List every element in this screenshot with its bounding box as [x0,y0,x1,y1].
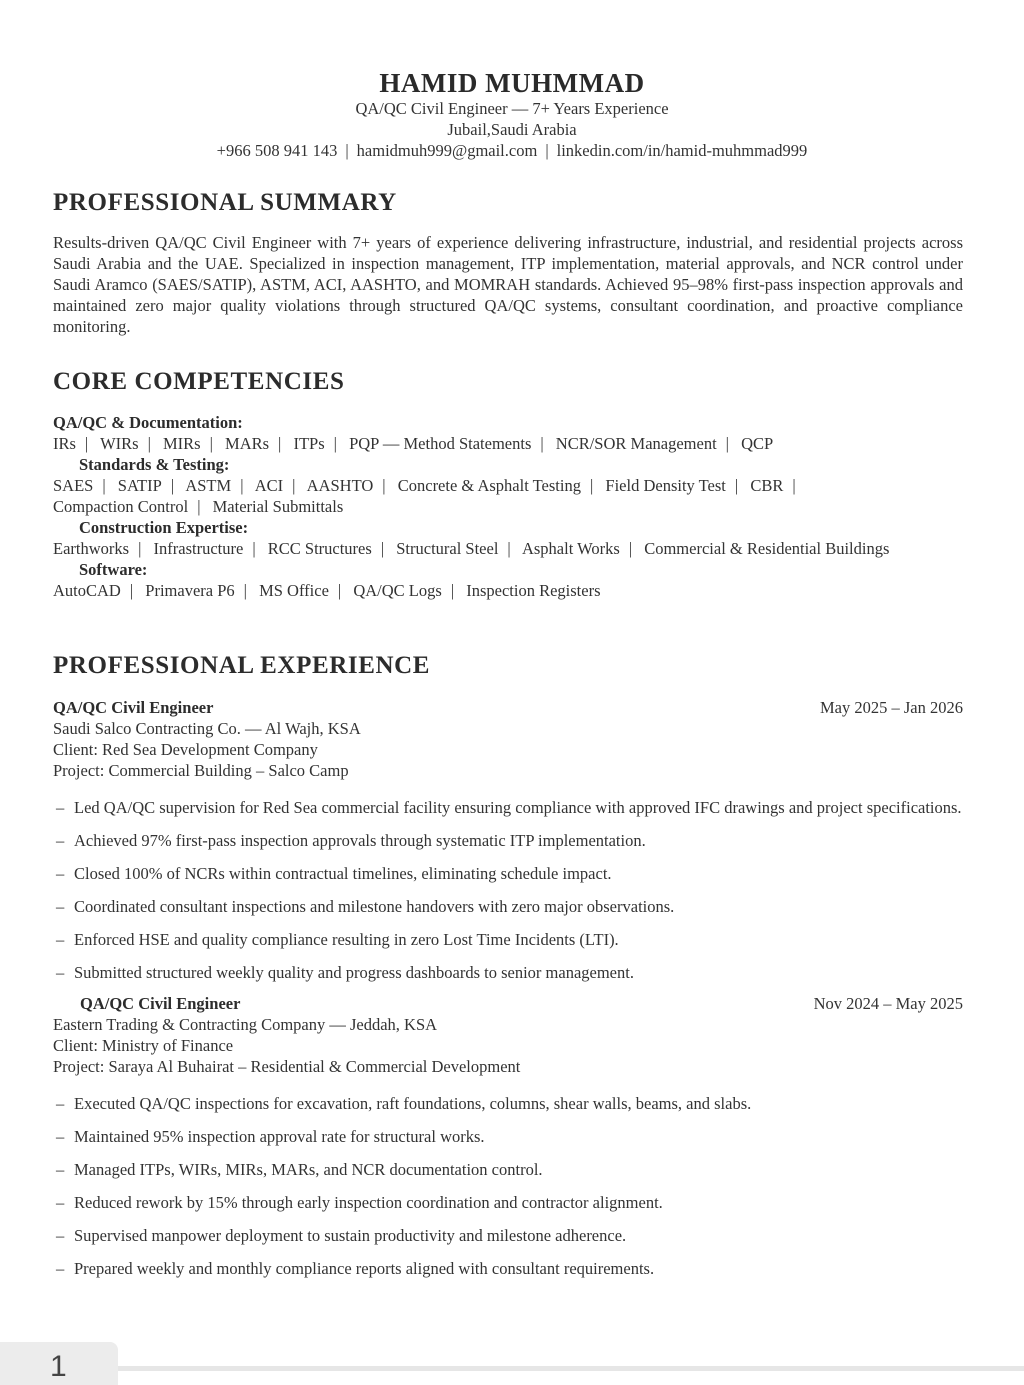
job-bullet: – Enforced HSE and quality compliance resulting in zero Lost Time Incidents (LTI). [53,929,963,950]
competency-item: CBR [750,476,784,495]
competency-item: ASTM [185,476,232,495]
competency-item: IRs [53,434,76,453]
item-separator: | [209,434,213,453]
candidate-location: Jubail,Saudi Arabia [447,120,577,139]
item-separator: | [380,539,385,558]
competency-item: Commercial & Residential Buildings [644,539,890,558]
job-bullet: – Prepared weekly and monthly compliance reports aligned with consultant requirements. [53,1258,963,1279]
job-entry [53,697,963,983]
job-bullet: – Led QA/QC supervision for Red Sea commercial facility ensuring compliance with approved IFC drawings and project specifications. [53,797,963,818]
competency-items [53,433,963,454]
competency-category-label: Construction Expertise: [79,518,249,537]
competency-item: Compaction Control [53,497,189,516]
competency-item: AASHTO [306,476,374,495]
item-separator: | [337,581,342,600]
competency-item: MIRs [163,434,201,453]
footer-divider [118,1366,1024,1371]
item-separator: | [240,476,244,495]
page-number: 1 [50,1350,67,1383]
jobs-list [53,697,963,1279]
item-separator: | [333,434,337,453]
job-company: Eastern Trading & Contracting Company — Jeddah, KSA [53,1015,438,1034]
summary-section [53,188,963,337]
candidate-title: QA/QC Civil Engineer — 7+ Years Experience [355,99,669,118]
competency-item: Structural Steel [396,539,499,558]
competency-item: MS Office [259,581,329,600]
job-project: Project: Saraya Al Buhairat – Residential & Commercial Development [53,1057,521,1076]
item-separator: | [734,476,739,495]
competency-items [53,580,963,601]
competency-item: Field Density Test [605,476,726,495]
competency-item: Earthworks [53,539,130,558]
competency-item: PQP — Method Statements [349,434,532,453]
competency-item: Concrete & Asphalt Testing [397,476,581,495]
item-separator: | [84,434,89,453]
item-separator: | [102,476,106,495]
job-company: Saudi Salco Contracting Co. — Al Wajh, KSA [53,719,361,738]
phone: +966 508 941 143 [216,141,338,160]
item-separator: | [382,476,386,495]
item-separator: | [278,434,282,453]
competency-item: ACI [254,476,284,495]
item-separator: | [129,581,134,600]
job-entry [53,993,963,1279]
item-separator: | [628,539,633,558]
competency-item: QCP [741,434,774,453]
competency-items [53,538,963,559]
job-bullets [53,1093,963,1279]
competency-category-label: QA/QC & Documentation: [53,413,243,432]
competency-item: WIRs [100,434,139,453]
job-bullet: – Closed 100% of NCRs within contractual timelines, eliminating schedule impact. [53,863,963,884]
item-separator: | [197,497,201,516]
summary-text: Results-driven QA/QC Civil Engineer with 7+ years of experience delivering infrastructure, industrial, and residential projects across Saudi Arabia and the UAE. Specialized in inspection management, ITP implementation, material approvals, and NCR control under Saudi Aramco (SAES/SATIP), ASTM, ACI, AASHTO, and MOMRAH standards. Achieved 95–98% first-pass inspection approvals and maintained zero major quality violations through structured QA/QC systems, consultant coordination, and proactive compliance monitoring. [53,233,963,336]
item-separator: | [540,434,544,453]
job-bullets [53,797,963,983]
job-bullet: – Managed ITPs, WIRs, MIRs, MARs, and NCR documentation control. [53,1159,963,1180]
item-separator: | [252,539,256,558]
competency-item: SAES [53,476,94,495]
competency-item: QA/QC Logs [353,581,442,600]
contact-line: +966 508 941 143 | hamidmuh999@gmail.com | linkedin.com/in/hamid-muhmmad999 [216,141,808,160]
competencies-section [53,367,963,601]
item-separator: | [243,581,247,600]
competency-item: Material Submittals [212,497,344,516]
email-link[interactable]: hamidmuh999@gmail.com [356,141,538,160]
job-client: Client: Ministry of Finance [53,1036,234,1055]
summary-heading: PROFESSIONAL SUMMARY [53,189,397,216]
competency-item: MARs [225,434,270,453]
linkedin-link[interactable]: linkedin.com/in/hamid-muhmmad999 [556,141,808,160]
job-bullet: – Submitted structured weekly quality and progress dashboards to senior management. [53,962,963,983]
job-bullet: – Achieved 97% first-pass inspection approvals through systematic ITP implementation. [53,830,963,851]
competency-item: NCR/SOR Management [555,434,717,453]
competency-category-label: Standards & Testing: [79,455,230,474]
job-title: QA/QC Civil Engineer [80,994,241,1013]
item-separator: | [450,581,455,600]
item-separator: | [170,476,175,495]
competency-item: Asphalt Works [521,539,620,558]
job-header [53,993,963,1014]
job-bullet: – Maintained 95% inspection approval rate for structural works. [53,1126,963,1147]
competency-item: Infrastructure [153,539,244,558]
competency-item: RCC Structures [267,539,372,558]
job-bullet: – Supervised manpower deployment to sustain productivity and milestone adherence. [53,1225,963,1246]
resume-header [0,68,1024,161]
job-title: QA/QC Civil Engineer [53,698,214,717]
item-separator: | [138,539,142,558]
item-separator: | [792,476,796,495]
job-bullet: – Executed QA/QC inspections for excavation, raft foundations, columns, shear walls, beams, and slabs. [53,1093,963,1114]
competency-items [53,475,963,517]
competency-item: SATIP [117,476,162,495]
experience-heading: PROFESSIONAL EXPERIENCE [53,652,431,679]
job-bullet: – Coordinated consultant inspections and milestone handovers with zero major observations. [53,896,963,917]
competency-item: Inspection Registers [466,581,601,600]
competency-item: AutoCAD [53,581,121,600]
item-separator: | [725,434,729,453]
competency-category-label: Software: [79,560,148,579]
competencies-heading: CORE COMPETENCIES [53,368,345,395]
competency-item: Primavera P6 [145,581,235,600]
job-project: Project: Commercial Building – Salco Camp [53,761,349,780]
item-separator: | [147,434,151,453]
job-dates: May 2025 – Jan 2026 [820,698,963,717]
item-separator: | [507,539,511,558]
candidate-name: HAMID MUHMMAD [379,68,645,98]
job-client: Client: Red Sea Development Company [53,740,318,759]
experience-section [53,651,963,1291]
item-separator: | [292,476,296,495]
job-bullet: – Reduced rework by 15% through early inspection coordination and contractor alignment. [53,1192,963,1213]
job-dates: Nov 2024 – May 2025 [813,994,963,1013]
competency-item: ITPs [293,434,325,453]
item-separator: | [589,476,594,495]
job-header [53,697,963,718]
competencies-list [53,412,963,601]
